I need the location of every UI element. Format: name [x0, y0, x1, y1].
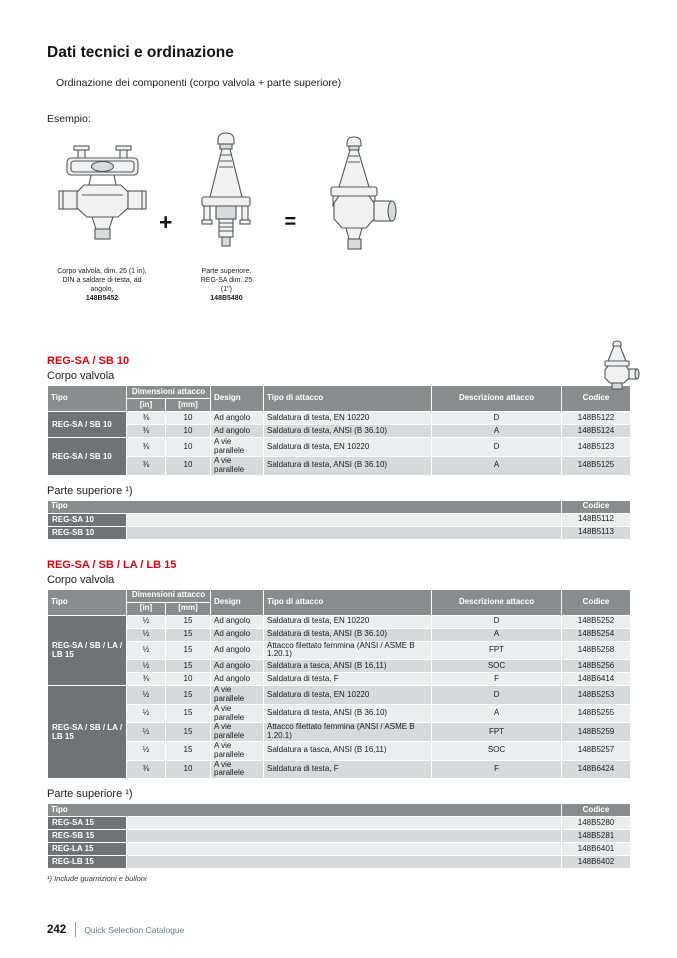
column-header-design: Design [211, 589, 264, 615]
table-cell: D [432, 438, 562, 457]
table-cell: 15 [166, 704, 211, 723]
table-cell: FPT [432, 641, 562, 660]
table-row [48, 412, 631, 425]
table-header-row [48, 589, 631, 602]
table-header-row [48, 500, 631, 513]
table-cell: 15 [166, 628, 211, 641]
column-header-descrizione: Descrizione attacco [432, 589, 562, 615]
example-figures [47, 129, 630, 303]
table-cell: 148B5255 [562, 704, 631, 723]
column-header-descrizione: Descrizione attacco [432, 386, 562, 412]
table-row [48, 438, 631, 457]
figure-top-part-caption [195, 267, 257, 303]
corpo-valvola-label: Corpo valvola [47, 370, 115, 383]
section-heading: REG-SA / SB / LA / LB 15 [47, 558, 177, 571]
column-header-tipo: Tipo [48, 500, 562, 513]
table-cell [127, 830, 562, 843]
section-reg-sa-sb-10 [47, 355, 630, 539]
valve-body-illustration [54, 129, 151, 261]
table-cell: 15 [166, 660, 211, 673]
table-cell: ⅜ [127, 438, 166, 457]
page-footer [47, 922, 184, 937]
table-cell: 15 [166, 615, 211, 628]
table-cell: ⅜ [127, 412, 166, 425]
table-cell: A vie parallele [211, 704, 264, 723]
valve-body-drawing [54, 145, 151, 261]
caption-code: 148B5452 [85, 295, 119, 303]
example-label: Esempio: [47, 113, 91, 125]
footer-divider [75, 922, 76, 937]
page-number: 242 [47, 923, 67, 936]
table-cell: Saldatura di testa, ANSI (B 36.10) [264, 456, 432, 475]
table-row [48, 704, 631, 723]
table-cell: ⅜ [127, 760, 166, 779]
table-row [48, 628, 631, 641]
valve-thumbnail-illustration [594, 340, 640, 397]
table-row [48, 660, 631, 673]
table-cell: 148B5259 [562, 723, 631, 742]
table-cell: Ad angolo [211, 641, 264, 660]
table-cell: Ad angolo [211, 660, 264, 673]
table-cell: 148B5257 [562, 741, 631, 760]
table-cell: A [432, 704, 562, 723]
table-cell: ½ [127, 641, 166, 660]
column-header-design: Design [211, 386, 264, 412]
tipo-cell: REG-SA / SB / LA / LB 15 [48, 686, 127, 779]
corpo-valvola-table-15 [47, 589, 631, 780]
table-cell: Saldatura a tasca, ANSI (B 16,11) [264, 741, 432, 760]
table-cell: ½ [127, 628, 166, 641]
table-row [48, 760, 631, 779]
table-cell: ½ [127, 615, 166, 628]
table-header-row [48, 386, 631, 399]
table-cell: Saldatura di testa, EN 10220 [264, 438, 432, 457]
table-cell: ⅜ [127, 673, 166, 686]
table-cell: Saldatura di testa, EN 10220 [264, 615, 432, 628]
table-cell: Ad angolo [211, 615, 264, 628]
column-header-codice: Codice [562, 500, 631, 513]
table-cell: 15 [166, 686, 211, 705]
column-header-dimensioni: Dimensioni attacco [127, 589, 211, 602]
tipo-cell: REG-LA 15 [48, 843, 127, 856]
table-cell: 148B5125 [562, 456, 631, 475]
table-cell: A [432, 456, 562, 475]
table-cell: Ad angolo [211, 673, 264, 686]
tipo-cell: REG-LB 15 [48, 856, 127, 869]
table-cell [127, 843, 562, 856]
table-cell: Saldatura di testa, F [264, 760, 432, 779]
assembled-valve-illustration [314, 129, 402, 261]
assembled-valve-drawing [314, 135, 402, 261]
table-cell: 10 [166, 412, 211, 425]
figure-assembled-valve [302, 129, 414, 261]
table-cell: 148B5122 [562, 412, 631, 425]
table-cell: 10 [166, 456, 211, 475]
valve-top-illustration [189, 129, 263, 261]
table-cell: SOC [432, 660, 562, 673]
table-cell: 15 [166, 641, 211, 660]
table-cell: 148B5256 [562, 660, 631, 673]
table-cell: Saldatura di testa, EN 10220 [264, 686, 432, 705]
table-cell: 148B5254 [562, 628, 631, 641]
table-cell: ½ [127, 686, 166, 705]
table-cell: Saldatura di testa, ANSI (B 36.10) [264, 425, 432, 438]
table-cell: 148B5280 [562, 817, 631, 830]
table-cell: 148B5253 [562, 686, 631, 705]
table-row [48, 843, 631, 856]
table-cell: D [432, 615, 562, 628]
column-header-dimensioni: Dimensioni attacco [127, 386, 211, 399]
column-header-in: [in] [127, 602, 166, 615]
table-cell: A [432, 628, 562, 641]
parte-superiore-table-10 [47, 500, 631, 540]
table-cell: Saldatura di testa, EN 10220 [264, 412, 432, 425]
table-cell: Ad angolo [211, 628, 264, 641]
table-cell: Saldatura di testa, ANSI (B 36.10) [264, 704, 432, 723]
table-cell: A vie parallele [211, 686, 264, 705]
column-header-attacco: Tipo di attacco [264, 386, 432, 412]
tipo-cell: REG-SB 10 [48, 526, 127, 539]
figure-top-part [174, 129, 278, 303]
caption-code: 148B5480 [210, 295, 243, 303]
table-cell: 10 [166, 425, 211, 438]
catalog-page-content [47, 44, 630, 891]
column-header-mm: [mm] [166, 602, 211, 615]
tipo-cell: REG-SA / SB 10 [48, 438, 127, 475]
table-cell: ⅜ [127, 425, 166, 438]
caption-text: Corpo valvola, dim. 25 (1 in), DIN a saldare di testa, ad angolo, [57, 268, 147, 294]
column-header-mm: [mm] [166, 399, 211, 412]
table-cell: ⅜ [127, 456, 166, 475]
table-row [48, 641, 631, 660]
table-cell: D [432, 686, 562, 705]
equals-operator: = [284, 211, 297, 233]
table-cell: Attacco filettato femmina (ANSI / ASME B 1.20.1) [264, 723, 432, 742]
tipo-cell: REG-SB 15 [48, 830, 127, 843]
table-row [48, 741, 631, 760]
table-row [48, 686, 631, 705]
tipo-cell: REG-SA 10 [48, 513, 127, 526]
table-cell: 10 [166, 760, 211, 779]
table-cell: 148B5252 [562, 615, 631, 628]
column-header-tipo: Tipo [48, 804, 562, 817]
table-cell: 148B5112 [562, 513, 631, 526]
table-cell: A vie parallele [211, 741, 264, 760]
table-cell: A [432, 425, 562, 438]
tipo-cell: REG-SA 15 [48, 817, 127, 830]
table-cell: 148B5113 [562, 526, 631, 539]
table-cell: A vie parallele [211, 456, 264, 475]
corpo-valvola-label: Corpo valvola [47, 573, 115, 586]
table-row [48, 856, 631, 869]
table-cell: ½ [127, 660, 166, 673]
table-cell: Ad angolo [211, 412, 264, 425]
table-cell: FPT [432, 723, 562, 742]
table-cell: Saldatura di testa, F [264, 673, 432, 686]
table-row [48, 817, 631, 830]
footnote: ¹) Include guarnizioni e bulloni [47, 874, 147, 884]
table-cell: SOC [432, 741, 562, 760]
page-title: Dati tecnici e ordinazione [47, 44, 234, 61]
table-cell: 148B6424 [562, 760, 631, 779]
tipo-cell: REG-SA / SB 10 [48, 412, 127, 438]
table-cell: Ad angolo [211, 425, 264, 438]
plus-operator: + [159, 209, 173, 235]
table-cell: ½ [127, 704, 166, 723]
table-cell [127, 513, 562, 526]
table-cell: 148B6402 [562, 856, 631, 869]
table-cell: ½ [127, 723, 166, 742]
figure-valve-body-caption [52, 267, 152, 303]
table-row [48, 425, 631, 438]
table-cell: 10 [166, 438, 211, 457]
column-header-codice: Codice [562, 804, 631, 817]
table-row [48, 673, 631, 686]
table-cell: 10 [166, 673, 211, 686]
column-header-in: [in] [127, 399, 166, 412]
table-cell: Attacco filettato femmina (ANSI / ASME B 1.20.1) [264, 641, 432, 660]
column-header-codice: Codice [562, 386, 631, 412]
table-cell: D [432, 412, 562, 425]
table-header-row [48, 804, 631, 817]
table-cell: F [432, 760, 562, 779]
table-cell [127, 856, 562, 869]
parte-superiore-label: Parte superiore ¹) [47, 484, 133, 497]
table-cell [127, 817, 562, 830]
figure-valve-body [47, 129, 157, 303]
table-cell: 148B5124 [562, 425, 631, 438]
table-cell: 15 [166, 741, 211, 760]
table-cell: A vie parallele [211, 438, 264, 457]
table-row [48, 830, 631, 843]
column-header-attacco: Tipo di attacco [264, 589, 432, 615]
table-cell: Saldatura a tasca, ANSI (B 16,11) [264, 660, 432, 673]
column-header-tipo: Tipo [48, 386, 127, 412]
table-cell: A vie parallele [211, 760, 264, 779]
valve-top-drawing [189, 131, 263, 261]
table-cell [127, 526, 562, 539]
corpo-valvola-table-10 [47, 385, 631, 475]
table-row [48, 456, 631, 475]
column-header-codice: Codice [562, 589, 631, 615]
column-header-tipo: Tipo [48, 589, 127, 615]
table-cell: A vie parallele [211, 723, 264, 742]
parte-superiore-label: Parte superiore ¹) [47, 788, 133, 801]
table-cell: 148B6414 [562, 673, 631, 686]
caption-text: Parte superiore, REG-SA dim. 25 (1") [200, 268, 253, 294]
table-cell: F [432, 673, 562, 686]
table-row [48, 526, 631, 539]
parte-superiore-table-15 [47, 803, 631, 869]
catalogue-name: Quick Selection Catalogue [84, 924, 185, 935]
tipo-cell: REG-SA / SB / LA / LB 15 [48, 615, 127, 686]
table-row [48, 723, 631, 742]
page-subtitle: Ordinazione dei componenti (corpo valvola + parte superiore) [56, 77, 342, 89]
section-heading: REG-SA / SB 10 [47, 355, 130, 368]
table-cell: 148B6401 [562, 843, 631, 856]
table-cell: 148B5258 [562, 641, 631, 660]
table-cell: 148B5281 [562, 830, 631, 843]
table-cell: 148B5123 [562, 438, 631, 457]
valve-thumbnail-drawing [594, 340, 640, 392]
section-reg-sa-sb-la-lb-15 [47, 559, 630, 884]
table-cell: ½ [127, 741, 166, 760]
table-cell: 15 [166, 723, 211, 742]
table-row [48, 513, 631, 526]
table-cell: Saldatura di testa, ANSI (B 36.10) [264, 628, 432, 641]
table-row [48, 615, 631, 628]
